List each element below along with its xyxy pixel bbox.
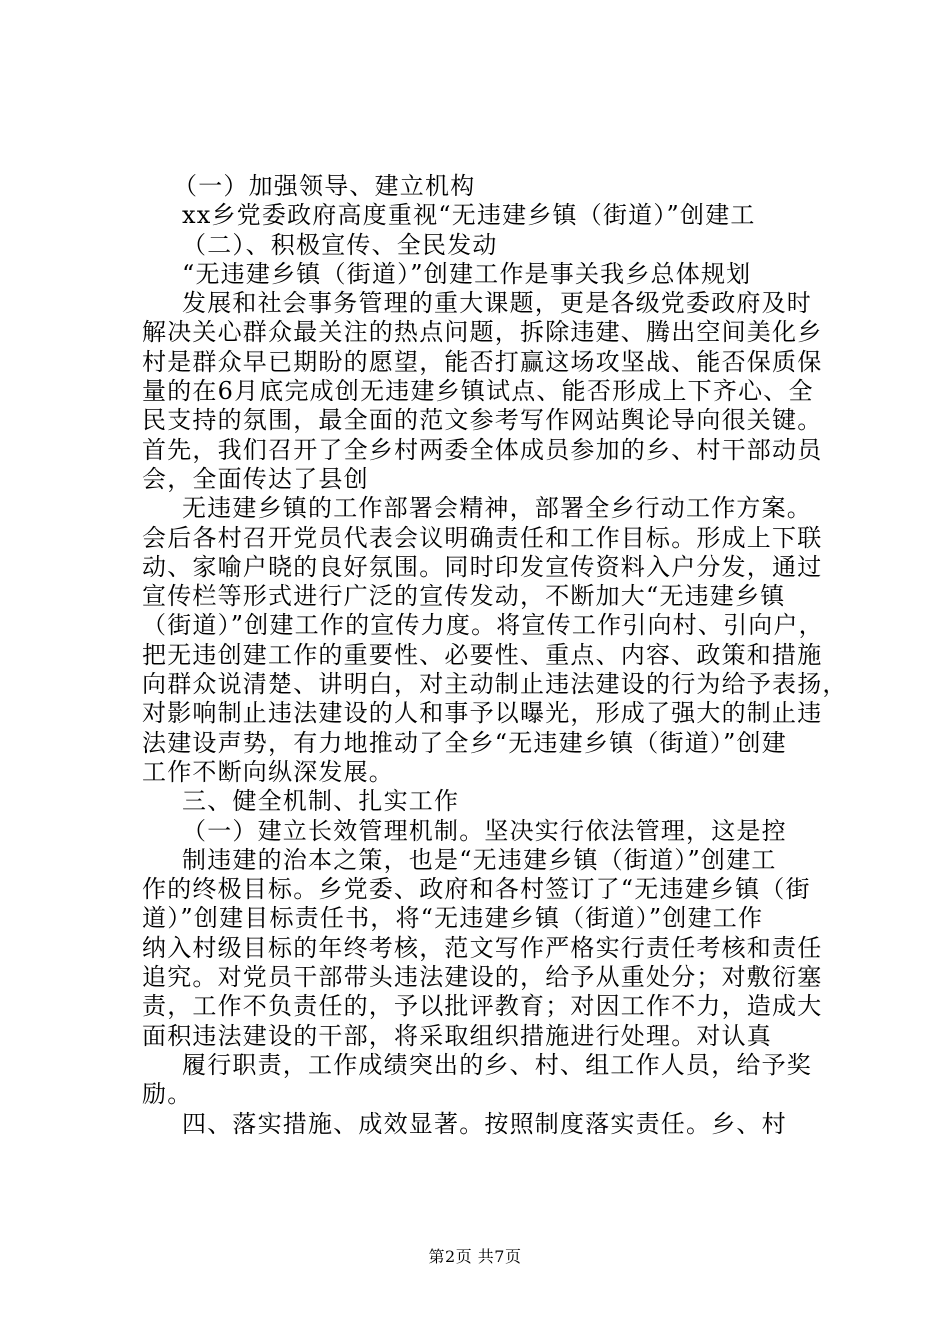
- text-line: 解决关心群众最关注的热点问题，拆除违建、腾出空间美化乡: [142, 318, 823, 347]
- text-line: 道）”创建目标责任书，将“无违建乡镇（街道）”创建工作: [142, 904, 764, 933]
- text-line: 量的在6月底完成创无违建乡镇试点、能否形成上下齐心、全: [142, 377, 814, 406]
- text-line: （一）加强领导、建立机构: [173, 172, 476, 200]
- text-line: 无违建乡镇的工作部署会精神，部署全乡行动工作方案。: [182, 494, 812, 523]
- text-line: 作的终极目标。乡党委、政府和各村签订了“无违建乡镇（街: [142, 875, 811, 904]
- text-line: 面积违法建设的干部，将采取组织措施进行处理。对认真: [142, 1021, 772, 1050]
- text-line: 会后各村召开党员代表会议明确责任和工作目标。形成上下联: [142, 523, 823, 552]
- text-line: （一）建立长效管理机制。坚决实行依法管理，这是控: [182, 816, 787, 845]
- text-line: 向群众说清楚、讲明白，对主动制止违法建设的行为给予表扬，: [142, 670, 848, 699]
- text-line: 工作不断向纵深发展。: [142, 757, 394, 786]
- text-line: 宣传栏等形式进行广泛的宣传发动，不断加大“无违建乡镇: [142, 582, 786, 611]
- text-line: 三、健全机制、扎实工作: [182, 787, 460, 816]
- text-line: 动、家喻户晓的良好氛围。同时印发宣传资料入户分发，通过: [142, 552, 823, 581]
- document-body: [142, 172, 848, 1139]
- text-line: 把无违创建工作的重要性、必要性、重点、内容、政策和措施: [142, 640, 823, 669]
- text-line: （街道）”创建工作的宣传力度。将宣传工作引向村、引向户，: [142, 611, 824, 640]
- text-line: 四、落实措施、成效显著。按照制度落实责任。乡、村: [182, 1109, 787, 1138]
- text-line: 首先，我们召开了全乡村两委全体成员参加的乡、村干部动员: [142, 435, 823, 464]
- text-line: 民支持的氛围，最全面的范文参考写作网站舆论导向很关键。: [142, 406, 823, 435]
- text-line: 法建设声势，有力地推动了全乡“无违建乡镇（街道）”创建: [142, 728, 787, 757]
- text-line: xx乡党委政府高度重视“无违建乡镇（街道）”创建工: [182, 201, 756, 230]
- text-line: “无违建乡镇（街道）”创建工作是事关我乡总体规划: [182, 259, 752, 288]
- text-line: 发展和社会事务管理的重大课题，更是各级党委政府及时: [182, 289, 812, 318]
- text-line: （二）、积极宣传、全民发动: [182, 230, 498, 259]
- text-line: 追究。对党员干部带头违法建设的，给予从重处分；对敷衍塞: [142, 963, 823, 992]
- text-line: 励。: [142, 1080, 193, 1109]
- text-line: 村是群众早已期盼的愿望，能否打赢这场攻坚战、能否保质保: [142, 347, 823, 376]
- text-line: 责，工作不负责任的，予以批评教育；对因工作不力，造成大: [142, 992, 823, 1021]
- text-line: 对影响制止违法建设的人和事予以曝光，形成了强大的制止违: [142, 699, 823, 728]
- text-line: 会，全面传达了县创: [142, 464, 369, 493]
- text-line: 制违建的治本之策，也是“无违建乡镇（街道）”创建工: [182, 845, 777, 874]
- text-line: 纳入村级目标的年终考核，范文写作严格实行责任考核和责任: [142, 933, 823, 962]
- page-footer: 第2页 共7页: [428, 1247, 522, 1266]
- text-line: 履行职责，工作成绩突出的乡、村、组工作人员，给予奖: [182, 1050, 812, 1079]
